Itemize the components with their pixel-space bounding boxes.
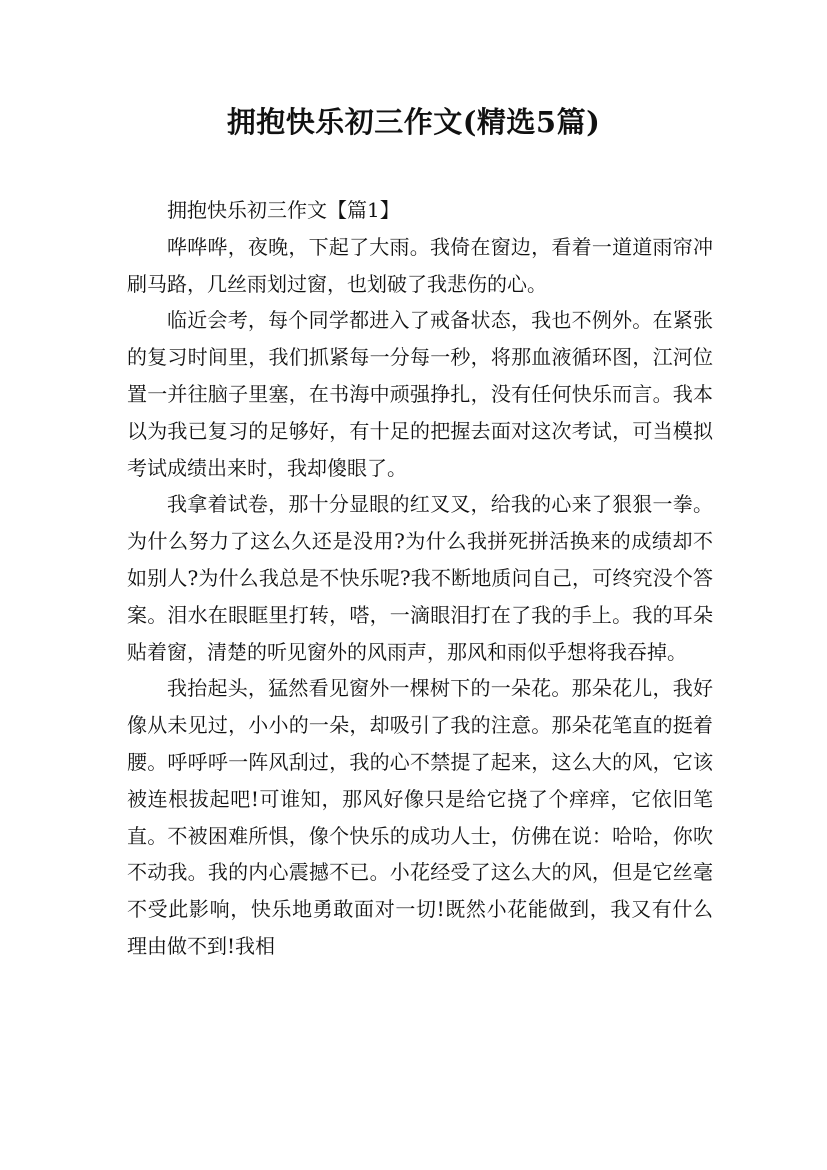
paragraph: 哗哗哗，夜晚，下起了大雨。我倚在窗边，看着一道道雨帘冲刷马路，几丝雨划过窗，也划破了我悲伤的心。 (127, 234, 713, 296)
paragraph: 我抬起头，猛然看见窗外一棵树下的一朵花。那朵花儿，我好像从未见过，小小的一朵，却吸引了我的注意。那朵花笔直的挺着腰。呼呼呼一阵风刮过，我的心不禁提了起来，这么大的风，它该被连根拔起吧!可谁知，那风好像只是给它挠了个痒痒，它依旧笔直。不被困难所惧，像个快乐的成功人士，仿佛在说：哈哈，你吹不动我。我的内心震撼不已。小花经受了这么大的风，但是它丝毫不受此影响，快乐地勇敢面对一切!既然小花能做到，我又有什么理由做不到!我相 (127, 676, 713, 958)
article-body (127, 192, 713, 965)
section-heading: 拥抱快乐初三作文【篇1】 (167, 198, 400, 222)
document-title: 拥抱快乐初三作文(精选5篇) (226, 105, 601, 139)
paragraph: 我拿着试卷，那十分显眼的红叉叉，给我的心来了狠狠一拳。为什么努力了这么久还是没用?为什么我拼死拼活换来的成绩却不如别人?为什么我总是不快乐呢?我不断地质问自己，可终究没个答案。泪水在眼眶里打转，嗒，一滴眼泪打在了我的手上。我的耳朵贴着窗，清楚的听见窗外的风雨声，那风和雨似乎想将我吞掉。 (127, 492, 713, 664)
paragraph: 临近会考，每个同学都进入了戒备状态，我也不例外。在紧张的复习时间里，我们抓紧每一分每一秒，将那血液循环图，江河位置一并往脑子里塞，在书海中顽强挣扎，没有任何快乐而言。我本以为我已复习的足够好，有十足的把握去面对这次考试，可当模拟考试成绩出来时，我却傻眼了。 (127, 308, 713, 480)
